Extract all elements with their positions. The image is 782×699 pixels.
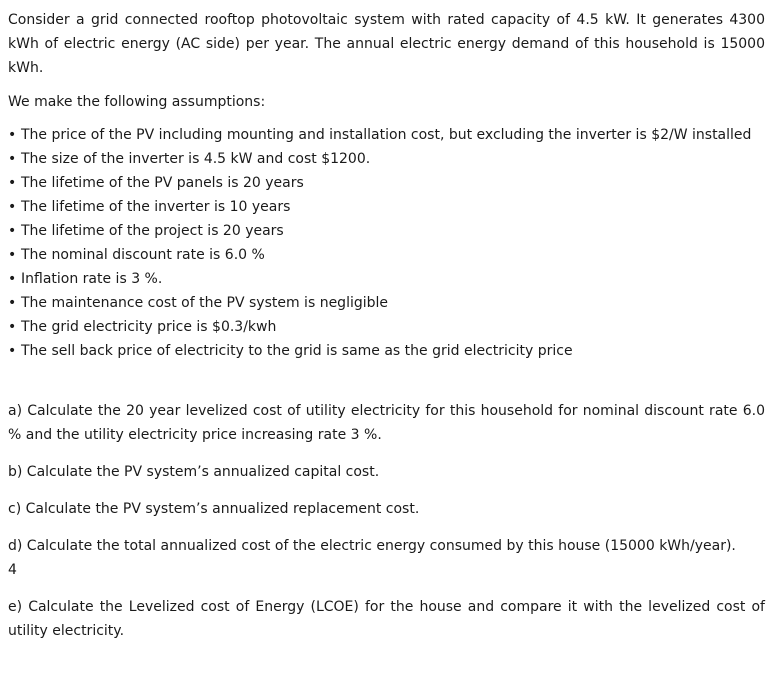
- list-item: • The nominal discount rate is 6.0 %: [8, 243, 765, 267]
- assumptions-list: [8, 124, 765, 363]
- list-item: • The grid electricity price is $0.3/kwh: [8, 315, 765, 339]
- bullet-icon: •: [8, 151, 17, 167]
- question-c: c) Calculate the PV system’s annualized replacement cost.: [8, 501, 420, 517]
- question-b: b) Calculate the PV system’s annualized capital cost.: [8, 464, 380, 480]
- bullet-icon: •: [8, 295, 17, 311]
- intro-paragraph: Consider a grid connected rooftop photovoltaic system with rated capacity of 4.5 kW. It generates 4300 kWh of electric energy (AC side) per year. The annual electric energy demand of this household is 15000 kWh.: [8, 12, 765, 76]
- bullet-icon: •: [8, 223, 17, 239]
- bullet-icon: •: [8, 175, 17, 191]
- list-item: • The lifetime of the PV panels is 20 years: [8, 171, 765, 195]
- list-item: • The sell back price of electricity to the grid is same as the grid electricity price: [8, 339, 765, 363]
- bullet-icon: •: [8, 319, 17, 335]
- question-e: e) Calculate the Levelized cost of Energy (LCOE) for the house and compare it with the levelized cost of utility electricity.: [8, 599, 765, 639]
- list-item: • The lifetime of the inverter is 10 years: [8, 195, 765, 219]
- list-item: • The maintenance cost of the PV system is negligible: [8, 291, 765, 315]
- list-item: • The price of the PV including mounting and installation cost, but excluding the inverter is $2/W installed: [8, 124, 765, 147]
- bullet-icon: •: [8, 247, 17, 263]
- list-item: • The lifetime of the project is 20 years: [8, 219, 765, 243]
- list-item: • Inflation rate is 3 %.: [8, 267, 765, 291]
- assumptions-heading: We make the following assumptions:: [8, 94, 266, 110]
- bullet-icon: •: [8, 271, 17, 287]
- question-a: a) Calculate the 20 year levelized cost of utility electricity for this household for nominal discount rate 6.0 % and the utility electricity price increasing rate 3 %.: [8, 403, 765, 443]
- list-item: • The size of the inverter is 4.5 kW and cost $1200.: [8, 147, 765, 171]
- bullet-icon: •: [8, 127, 17, 143]
- bullet-icon: •: [8, 343, 17, 359]
- question-d-note: 4: [8, 562, 17, 578]
- bullet-icon: •: [8, 199, 17, 215]
- questions-section: [8, 399, 765, 643]
- question-d: d) Calculate the total annualized cost of the electric energy consumed by this house (15000 kWh/year).: [8, 538, 736, 554]
